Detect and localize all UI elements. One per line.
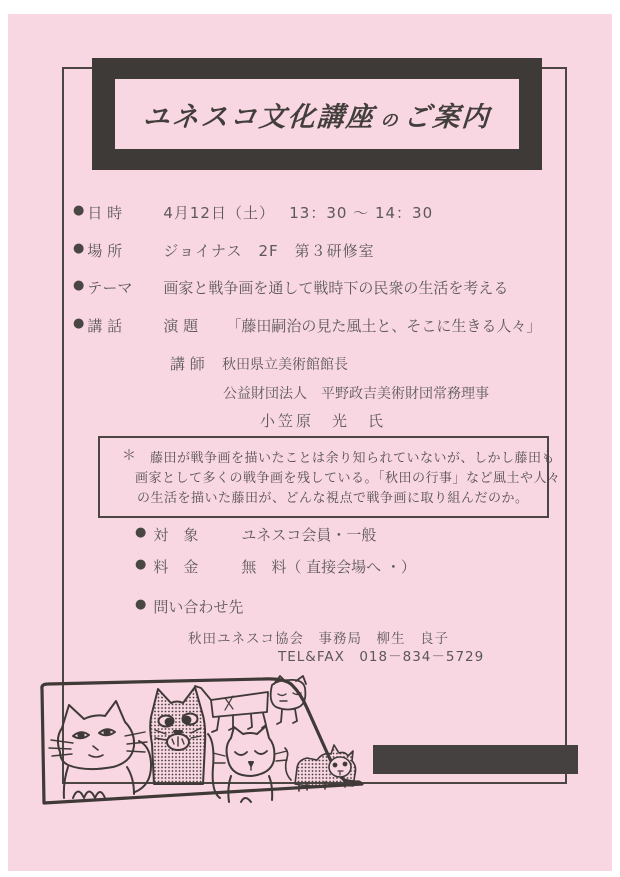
page-title [142, 95, 493, 134]
bullet-icon: ● [73, 203, 85, 218]
detail-row-theme [73, 277, 508, 298]
decorative-black-bar [373, 745, 578, 774]
bullet-icon: ● [73, 241, 85, 256]
bullet-icon: ● [135, 525, 147, 540]
bullet-icon: ● [73, 316, 85, 331]
note-line-2: 画家として多くの戦争画を残している。「秋田の行事」など風土や人々 [135, 471, 561, 486]
info-row-fee [135, 556, 416, 577]
lecturer-label: 講 師 [170, 355, 205, 373]
lecturer-name: 小笠原 光 氏 [260, 412, 387, 430]
info-label: 対 象 [153, 526, 199, 544]
detail-value: 4月12日（土） 13：30 ～ 14：30 [163, 204, 434, 222]
bullet-icon: ● [135, 557, 147, 572]
cats-illustration [35, 672, 380, 822]
title-frame [92, 58, 542, 170]
title-particle: の [373, 110, 405, 131]
flyer-sheet [8, 14, 612, 871]
info-value: ユネスコ会員・一般 [241, 526, 377, 544]
lecturer-title2: 公益財団法人 平野政吉美術財団常務理事 [223, 386, 489, 402]
contact-heading: 問い合わせ先 [153, 598, 244, 616]
detail-label: テーマ [87, 279, 133, 297]
detail-row-datetime [73, 202, 433, 223]
detail-row-lecture [73, 315, 541, 336]
contact-org: 秋田ユネスコ協会 事務局 柳生 良子 [188, 631, 449, 647]
lecture-subtitle-label: 演 題 [163, 317, 199, 335]
bullet-icon: ● [73, 278, 85, 293]
asterisk-icon: ＊ [122, 448, 136, 464]
detail-label: 場 所 [87, 242, 123, 260]
note-box [98, 436, 561, 518]
info-value: 無 料（ 直接会場へ ・） [241, 558, 416, 576]
bullet-icon: ● [135, 597, 147, 612]
detail-value: 画家と戦争画を通して戦時下の民衆の生活を考える [163, 279, 509, 297]
detail-row-place [73, 240, 375, 261]
detail-label: 日 時 [87, 204, 123, 222]
title-main: ユネスコ文化講座 [141, 101, 376, 133]
contact-heading-row [135, 596, 243, 617]
info-label: 料 金 [153, 558, 199, 576]
detail-value: ジョイナス 2F 第３研修室 [163, 242, 375, 260]
info-row-audience [135, 524, 376, 545]
note-line-1: 藤田が戦争画を描いたことは余り知られていないが、しかし藤田も [150, 451, 556, 466]
title-suffix: ご案内 [402, 101, 492, 133]
note-line-3: の生活を描いた藤田が、どんな視点で戦争画に取り組んだのか。 [137, 491, 529, 506]
detail-label: 講 話 [87, 317, 123, 335]
lecturer-row [170, 353, 348, 374]
contact-tel: TEL&FAX 018－834－5729 [278, 649, 485, 665]
lecture-title: 「藤田嗣治の見た風土と、そこに生きる人々」 [226, 317, 542, 335]
title-inner-panel [115, 79, 519, 149]
lecturer-title1: 秋田県立美術館館長 [222, 357, 348, 373]
